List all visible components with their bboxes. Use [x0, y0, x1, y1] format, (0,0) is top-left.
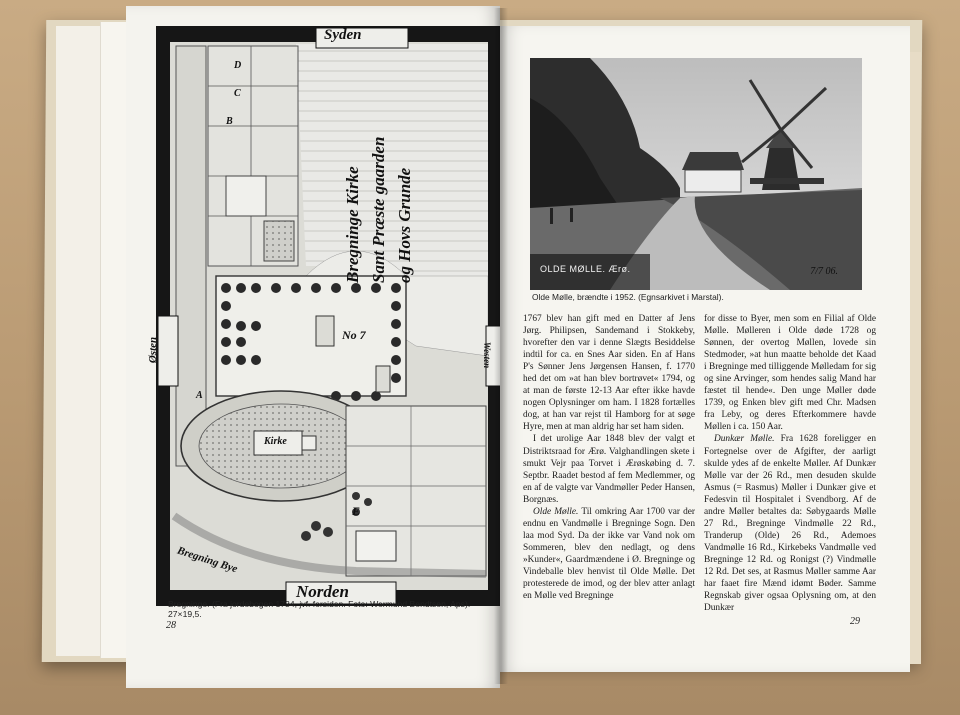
- map-title-line-1: Bregninge Kirke: [343, 166, 362, 283]
- map-letter-e: E: [352, 504, 361, 518]
- right-figure-caption: Olde Mølle, brændte i 1952. (Egnsarkivet i Marstal).: [532, 292, 724, 302]
- map-letter-c: C: [234, 88, 241, 99]
- map-drawing: [156, 26, 502, 606]
- map-label-west: Westen: [482, 341, 493, 369]
- text-column-1: [523, 313, 695, 602]
- map-label-east: Østen: [147, 336, 160, 364]
- paragraph: 1767 blev han gift med en Datter af Jens Jørg. Philipsen, Sandemand i Stokkeby, hvorefter den var i denne Slægts Besiddelse indtil for ca. en Snes Aar siden. En af Hans P's Sønner Jens Jørgensen Hansen, f. 1770 hed det om »at han blev bortrøvet« 1794, og at man de første 12-13 Aar efter ikke havde nogen Oplysninger om ham. I 1828 fortælles dog, at han var rejst til Hamborg for at søge Hyre, men at man aldrig har set ham siden.: [523, 314, 695, 433]
- right-page-number: 29: [850, 616, 860, 627]
- map-letter-b: B: [226, 116, 233, 127]
- photo-inscription: OLDE MØLLE. Ærø.: [540, 264, 631, 274]
- paragraph: for disse to Byer, men som en Filial af Olde Mølle. Mølleren i Olde døde 1728 og Sønnen, der overtog Møllen, lovede sin Stedmoder, »at hun maatte beholde det Kaad i Bregninge med tilliggende Mølledam for sig og sine Arvinger, som hendes salig Mand har fæstet til hende«. Den unge Møller døde 1739, og Enken blev gift med Chr. Madsen fra Leby, og deres Efterkommere havde Møllen i ca. 150 Aar.: [704, 314, 876, 433]
- text-column-2: [704, 313, 876, 614]
- left-page-number: 28: [166, 620, 176, 631]
- paragraph: [704, 433, 876, 614]
- map-label-north: Norden: [296, 582, 349, 601]
- map-illustration: [147, 26, 502, 606]
- paragraph: [523, 506, 695, 602]
- map-label-south: Syden: [324, 27, 362, 43]
- left-figure-caption: Bregninge. (Fra jordebogen 1734, jvf. forsiden. Foto: Wermund Bendtsen, Aps). 27×19,5.: [168, 599, 471, 619]
- map-letter-d: D: [234, 60, 242, 71]
- map-label-village: Bregning Bye: [175, 544, 239, 576]
- paragraph-text: Fra 1628 foreligger en Fortegnelse over de Afgifter, der aarligt skulde ydes af de enkelte Møller. Af Dunkær Mølle var der 26 Rd., men desuden skulde Asmus (= Rasmus) Møller i Dunkær give et Fedesvin til Hospitalet i Svendborg. Af de andre Møller betaltes da: Søbygaards Mølle 27 Rd., Bregninge Vindmølle 22 Rd., Tranderup (Olde) 26 Rd., Ademoes Vandmølle 16 Rd., Kirkebeks Vandmølle ved Bregninge 12 Rd. og Ronigst (?) Vindmølle 12 Rd. Det ses, at Rasmus Møller samme Aar har faaet fire Mænd idømt Bøder. Samme Regnskab giver ogsaa Oplysning om, at den Dunkær: [704, 434, 877, 614]
- paragraph: I det urolige Aar 1848 blev der valgt et Distriktsraad for Ærø. Valghandlingen skete i smukt Vejr paa Torvet i Ærøskøbing d. 7. Septbr. Raadet bestod af fem Medlemmer, og en af de valgte var Vandmøller Peder Hansen, Borgnæs.: [523, 434, 695, 505]
- map-letter-a: A: [196, 390, 203, 401]
- photo-date: 7/7 06.: [810, 266, 838, 277]
- map-label-plot-no: No 7: [342, 328, 366, 342]
- map-title-line-2: Sant Præste gaarden: [369, 136, 388, 283]
- map-label-kirke: Kirke: [264, 436, 287, 447]
- paragraph-text: Til omkring Aar 1700 var der endnu en Vandmølle i Bregninge Sogn. Den laa mod Syd. Da der ikke var Vand nok om Sommeren, blev den nedlagt, og dens »Kunder«, Gaardmændene i Ø. Bregninge og Vindeballe blev henvist til Olde Mølle. Det protesterede de imod, og der blev atter anlagt en Mølle ved Bregninge: [523, 506, 696, 602]
- section-heading-olde-molle: Olde Mølle.: [533, 506, 579, 517]
- map-title-line-3: og Hovs Grunde: [395, 167, 414, 283]
- section-heading-dunkaer-molle: Dunkær Mølle.: [714, 434, 775, 445]
- windmill-photo-drawing: [530, 58, 862, 290]
- book-gutter: [494, 8, 508, 684]
- windmill-photo: [530, 58, 862, 290]
